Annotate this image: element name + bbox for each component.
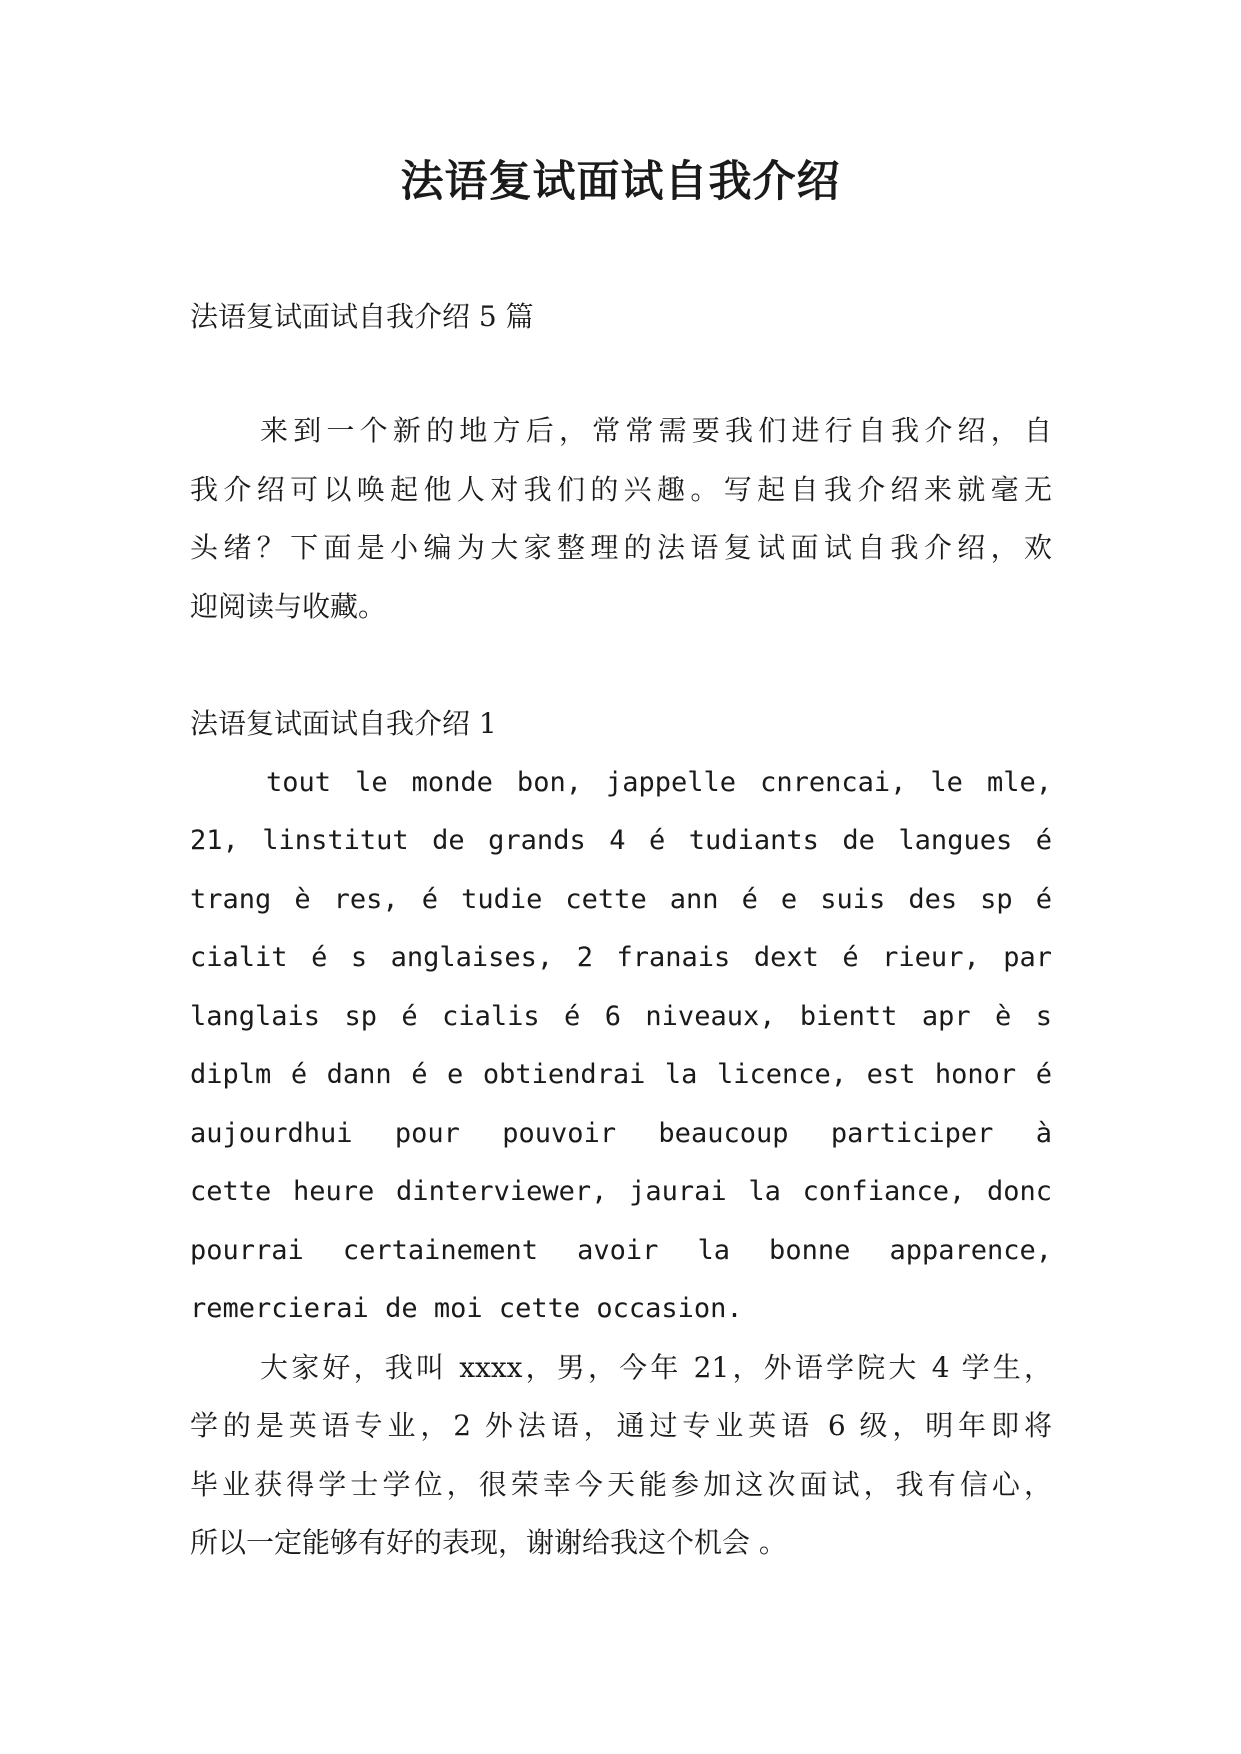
french-line: aujourdhui pour pouvoir beaucoup participer à	[190, 1117, 1052, 1149]
chinese-line: 所以一定能够有好的表现，谢谢给我这个机会 。	[190, 1526, 787, 1559]
french-line: diplm é dann é e obtiendrai la licence, est honor é	[190, 1059, 1052, 1090]
french-paragraph	[190, 754, 1052, 1339]
french-line: pourrai certainement avoir la bonne apparence,	[190, 1234, 1052, 1266]
intro-line: 来到一个新的地方后，常常需要我们进行自我介绍，自	[260, 414, 1052, 447]
intro-line: 迎阅读与收藏。	[190, 589, 387, 623]
intro-line: 头绪？下面是小编为大家整理的法语复试面试自我介绍，欢	[190, 531, 1052, 564]
french-line: langlais sp é cialis é 6 niveaux, bientt apr è s	[190, 1000, 1052, 1032]
french-line: cialit é s anglaises, 2 franais dext é rieur, par	[190, 942, 1052, 973]
chinese-line: 毕业获得学士学位，很荣幸今天能参加这次面试，我有信心，	[190, 1467, 1052, 1501]
intro-line: 我介绍可以唤起他人对我们的兴趣。写起自我介绍来就毫无	[190, 472, 1052, 506]
chinese-line: 大家好，我叫 xxxx，男，今年 21，外语学院大 4 学生，	[260, 1350, 1052, 1384]
intro-paragraph	[190, 402, 1052, 636]
french-line: 21, linstitut de grands 4 é tudiants de langues é	[190, 825, 1052, 856]
chinese-paragraph	[190, 1339, 1052, 1573]
french-line: cette heure dinterviewer, jaurai la confiance, donc	[190, 1176, 1052, 1207]
french-line: tout le monde bon, jappelle cnrencai, le mle,	[266, 766, 1052, 798]
document-title: 法语复试面试自我介绍	[400, 157, 841, 207]
french-line: trang è res, é tudie cette ann é e suis des sp é	[190, 883, 1052, 915]
section-heading: 法语复试面试自我介绍 1	[190, 707, 497, 740]
subtitle-line: 法语复试面试自我介绍 5 篇	[190, 300, 534, 333]
french-line: remercierai de moi cette occasion.	[190, 1293, 743, 1324]
chinese-line: 学的是英语专业，2 外法语，通过专业英语 6 级，明年即将	[190, 1409, 1052, 1442]
section-1	[190, 695, 1052, 1573]
document-subtitle	[190, 288, 1052, 347]
